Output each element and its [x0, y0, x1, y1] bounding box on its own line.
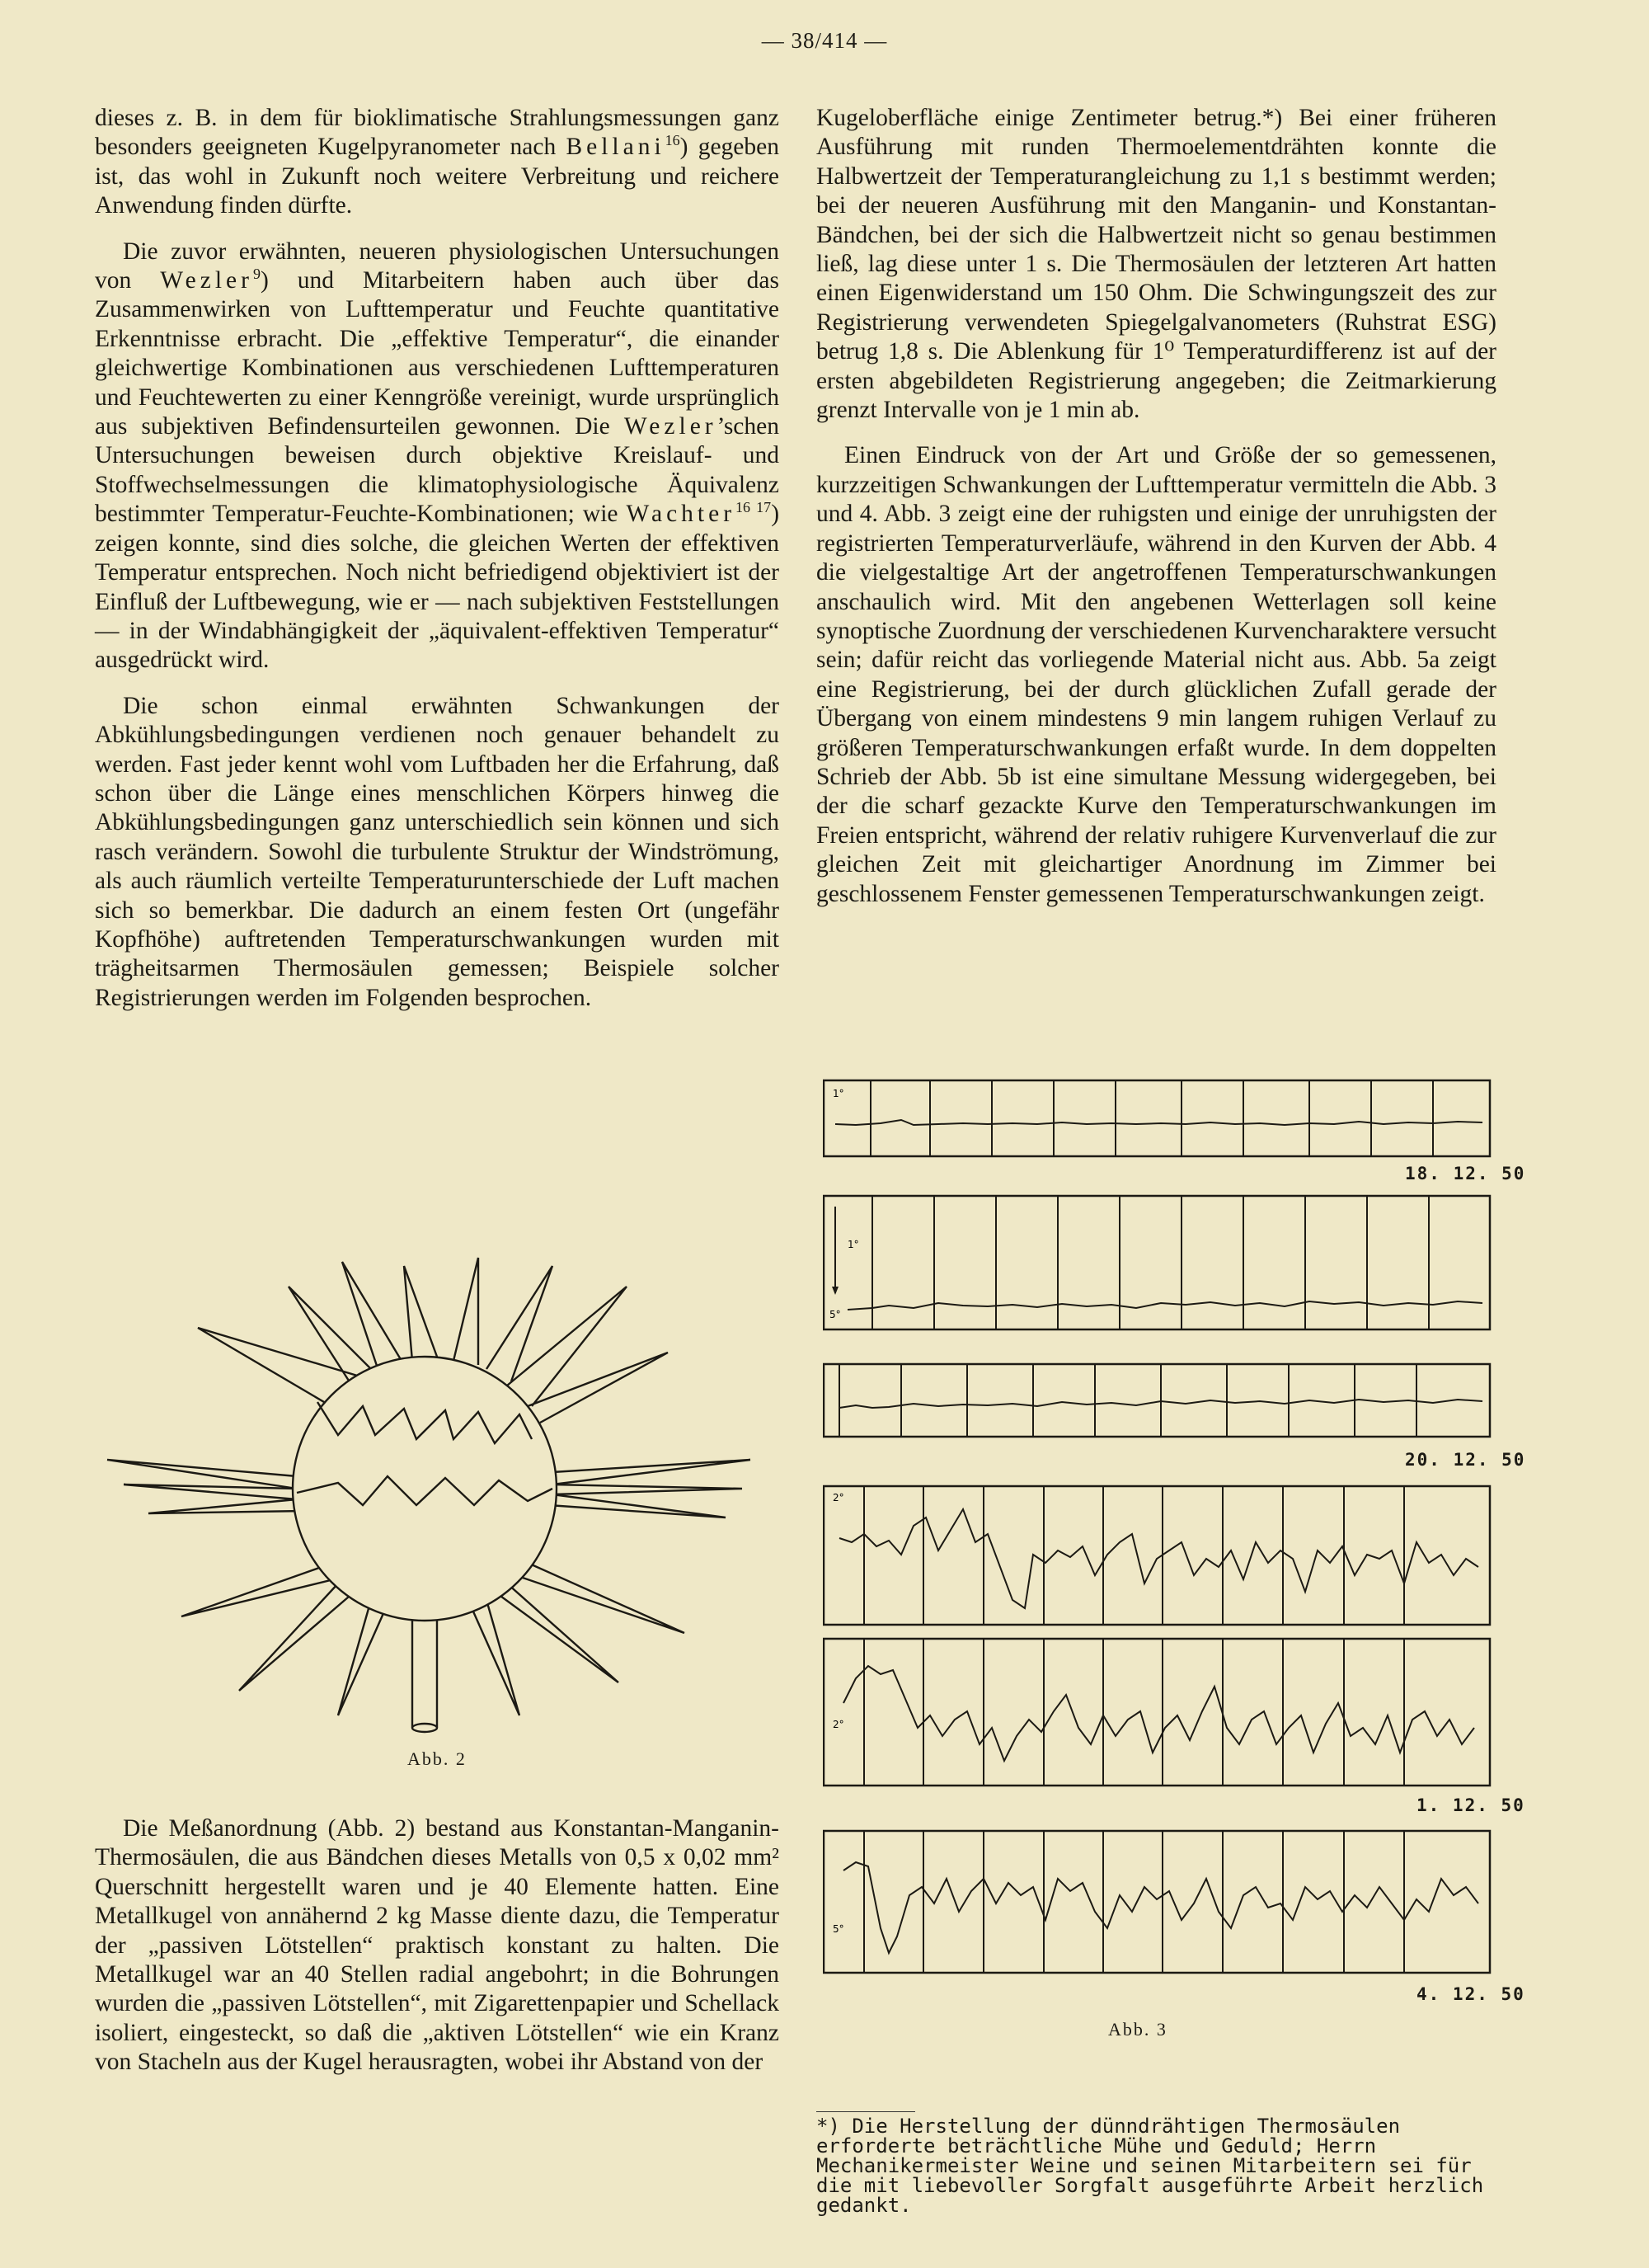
- left-column: [95, 104, 779, 1029]
- scale-label: 2°: [833, 1492, 844, 1503]
- scale-label: 2°: [833, 1719, 844, 1730]
- fig2-caption: Abb. 2: [407, 1748, 467, 1769]
- recording-strip-4: [823, 1485, 1492, 1629]
- date-label: 20. 12. 50: [1405, 1450, 1526, 1470]
- recording-strip-3: [823, 1362, 1492, 1441]
- recording-strip-6: [823, 1829, 1492, 1978]
- scale-label: 1°: [833, 1088, 844, 1099]
- temperature-trace: [848, 1301, 1482, 1310]
- fig3-caption: Abb. 3: [1108, 2019, 1167, 2040]
- paragraph: Einen Eindruck von der Art und Größe der so gemessenen, kurzzeitigen Schwankungen der Lufttemperatur vermitteln die Abb. 3 und 4. Abb. 3 zeigt eine der ruhigsten und einige der unruhigsten der registrierten Temperaturverläufe, während in den Kurven der Abb. 4 die vielgestaltige Art der angetroffenen Temperaturschwankungen anschaulich wird. Mit den angebenen Wetterlagen soll keine synoptische Zuordnung der verschiedenen Kurvencharaktere versucht sein; dafür reicht das vorliegende Material nicht aus. Abb. 5a zeigt eine Registrierung, bei der durch glücklichen Zufall gerade der Übergang von einem mindestens 9 min langem ruhigen Verlauf zu größeren Temperaturschwankungen erfaßt wurde. In dem doppelten Schrieb der Abb. 5b ist eine simultane Messung widergegeben, bei der die scharf gezackte Kurve den Temperaturschwankungen im Freien entspricht, während der relativ ruhigere Kurvenverlauf die zur gleichen Zeit mit gleichartiger Anordnung im Zimmer bei geschlossenem Fenster gemessenen Temperaturschwankungen zeigt.: [816, 442, 1496, 907]
- scale-label: 5°: [833, 1923, 844, 1935]
- right-column: [816, 104, 1496, 925]
- temperature-trace: [843, 1862, 1478, 1953]
- left-column-bottom: [95, 1814, 779, 2094]
- footnote-divider: [816, 2111, 915, 2112]
- date-label: 4. 12. 50: [1416, 1984, 1525, 2004]
- paragraph: Die Meßanordnung (Abb. 2) bestand aus Konstantan-Manganin-Thermosäulen, die aus Bändchen dieses Metalls von 0,5 x 0,02 mm² Querschnitt hergestellt waren und je 40 Elemente hatten. Eine Metallkugel von annähernd 2 kg Masse diente dazu, die Temperatur der „passiven Lötstellen“ praktisch konstant zu halten. Die Metallkugel war an 40 Stellen radial angebohrt; in die Bohrungen wurden die „passiven Lötstellen“, mit Zigarettenpapier und Schellack isoliert, eingesteckt, so daß die „aktiven Lötstellen“ wie ein Kranz von Stacheln aus der Kugel herausragten, wobei ihr Abstand von der: [95, 1815, 779, 2076]
- thermopile-sphere-drawing: [91, 1188, 775, 1781]
- date-label: 18. 12. 50: [1405, 1164, 1526, 1183]
- scale-label: 5°: [829, 1309, 841, 1320]
- temperature-trace: [843, 1666, 1474, 1761]
- recording-strip-2: [823, 1194, 1492, 1334]
- temperature-trace: [835, 1120, 1482, 1125]
- figure-abb2-sphere-diagram: [91, 1188, 775, 1781]
- paragraph: dieses z. B. in dem für bioklimatische Strahlungsmessungen ganz besonders geeigneten Kugelpyranometer nach Bellani$^{16}$) gegeben ist, das wohl in Zukunft noch weitere Verbreitung und reichere Anwendung finden dürfte.: [95, 105, 779, 219]
- recording-strip-1: [823, 1079, 1492, 1160]
- paragraph: Die schon einmal erwähnten Schwankungen der Abkühlungsbedingungen verdienen noch genauer behandelt zu werden. Fast jeder kennt wohl vom Luftbaden her die Erfahrung, daß schon über die Länge eines menschlichen Körpers hinweg die Abkühlungsbedingungen ganz unterschiedlich sein können und sich rasch verändern. Sowohl die turbulente Struktur der Windströmung, als auch räumlich verteilte Temperaturunterschiede der Luft machen sich so bemerkbar. Die dadurch an einem festen Ort (ungefähr Kopfhöhe) auftretenden Temperaturschwankungen wurden mit trägheitsarmen Thermosäulen gemessen; Beispiele solcher Registrierungen werden im Folgenden besprochen.: [95, 692, 779, 1011]
- paragraph: Kugeloberfläche einige Zentimeter betrug.*) Bei einer früheren Ausführung mit runden Thermoelementdrähten konnte die Halbwertzeit der Temperaturangleichung zu 1,1 s bestimmt werden; bei der neueren Ausführung mit den Manganin- und Konstantan-Bändchen, bei der sich die Halbwertzeit nicht so genau bestimmen ließ, lag diese unter 1 s. Die Thermosäulen der letzteren Art hatten einen Eigenwiderstand um 150 Ohm. Die Schwingungszeit des zur Registrierung verwendeten Spiegelgalvanometers (Ruhstrat ESG) betrug 1,8 s. Die Ablenkung für 1⁰ Temperaturdifferenz ist auf der ersten abgebildeten Registrierung angegeben; die Zeitmarkierung grenzt Intervalle von je 1 min ab.: [816, 105, 1496, 424]
- page-number: — 38/414 —: [761, 28, 888, 53]
- temperature-trace: [839, 1509, 1478, 1608]
- scale-label: 1°: [848, 1239, 859, 1250]
- date-label: 1. 12. 50: [1416, 1795, 1525, 1815]
- footnote: *) Die Herstellung der dünndrähtigen Thermosäulen erforderte beträchtliche Mühe und Geduld; Herrn Mechanikermeister Weine und seinen Mitarbeitern sei für die mit liebevoller Sorgfalt ausgeführte Arbeit herzlich gedankt.: [816, 2115, 1484, 2217]
- paragraph: Die zuvor erwähnten, neueren physiologischen Untersuchungen von Wezler$^9$) und Mitarbeitern haben auch über das Zusammenwirken von Lufttemperatur und Feuchte quantitative Erkenntnisse erbracht. Die „effektive Temperatur“, die einander gleichwertige Kombinationen aus verschiedenen Lufttemperaturen und Feuchtewerten zu einer Kenngröße vereinigt, wurde ursprünglich aus subjektiven Befindensurteilen gewonnen. Die Wezler’schen Untersuchungen beweisen durch objektive Kreislauf- und Stoffwechselmessungen die klimatophysiologische Äquivalenz bestimmter Temperatur-Feuchte-Kombinationen; wie Wachter$^{16 17}$) zeigen konnte, sind dies solche, die gleichen Werten der effektiven Temperatur entsprechen. Noch nicht befriedigend objektiviert ist der Einfluß der Luftbewegung, wie er — nach subjektiven Feststellungen — in der Windabhängigkeit der „äquivalent-effektiven Temperatur“ ausgedrückt wird.: [95, 238, 780, 674]
- recording-strip-5: [823, 1637, 1492, 1790]
